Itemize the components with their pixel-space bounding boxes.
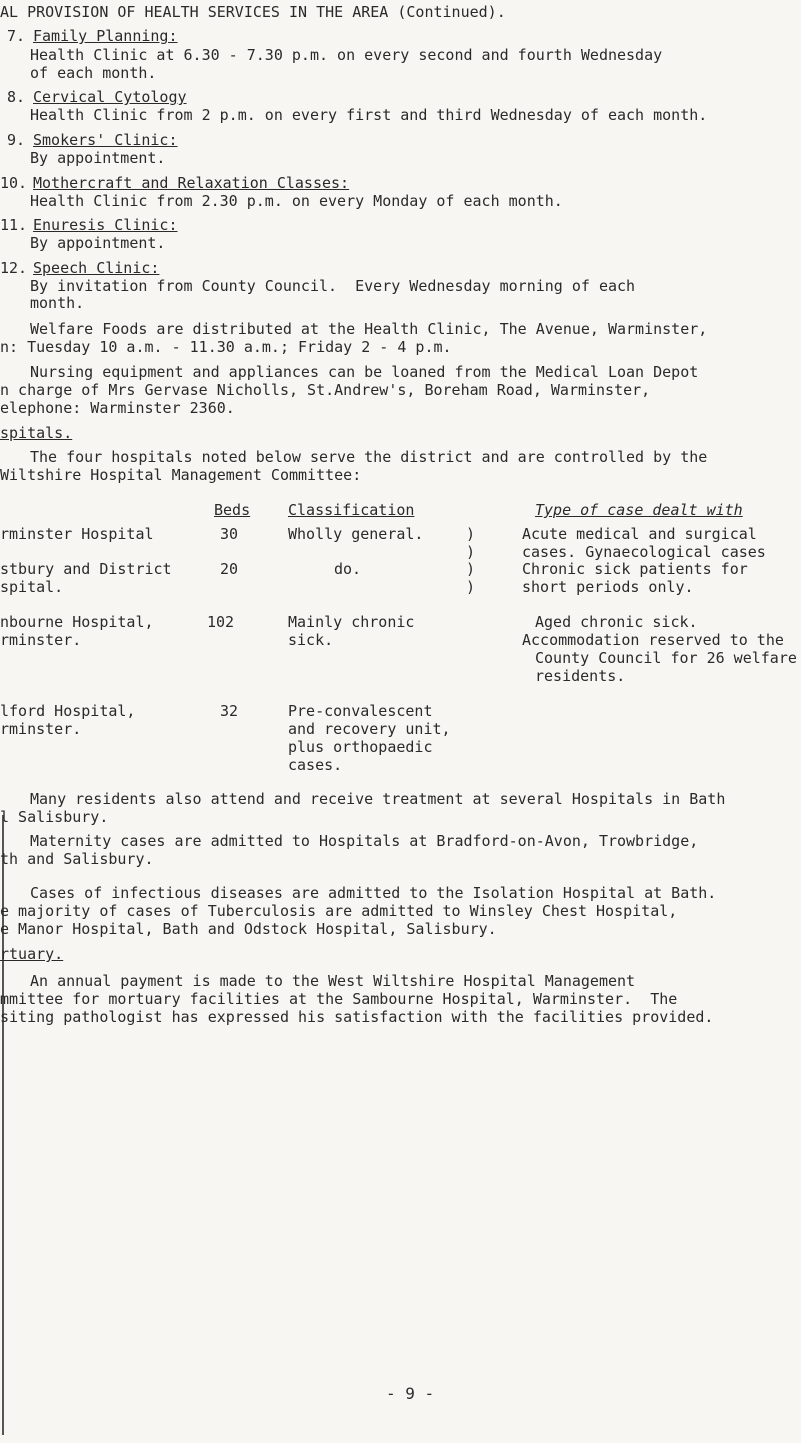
page-header: AL PROVISION OF HEALTH SERVICES IN THE AREA (Continued). bbox=[0, 3, 506, 21]
hospital-classification: Mainly chronic bbox=[288, 613, 415, 631]
col-header-classification: Classification bbox=[288, 501, 415, 519]
nursing-line: elephone: Warminster 2360. bbox=[0, 399, 235, 417]
hospital-classification: and recovery unit, bbox=[288, 720, 451, 738]
mortuary-paragraph-line: An annual payment is made to the West Wiltshire Hospital Management bbox=[30, 972, 636, 990]
item-12-title: Speech Clinic: bbox=[33, 259, 160, 277]
mortuary-paragraph-line: siting pathologist has expressed his satisfaction with the facilities provided. bbox=[0, 1008, 714, 1026]
hospital-classification: cases. bbox=[288, 756, 343, 774]
hospital-beds: 32 bbox=[220, 702, 239, 720]
item-7-number: 7. bbox=[7, 27, 26, 45]
hospital-name: stbury and District bbox=[0, 560, 172, 578]
item-8-line: Health Clinic from 2 p.m. on every first and third Wednesday of each month. bbox=[30, 106, 708, 124]
hospital-type-line: residents. bbox=[535, 667, 626, 685]
hospital-name: rminster. bbox=[0, 631, 82, 649]
hospital-beds: 20 bbox=[220, 560, 239, 578]
shared-type-line: short periods only. bbox=[522, 578, 694, 596]
bath-paragraph-line: l Salisbury. bbox=[0, 808, 109, 826]
page-number: - 9 - bbox=[386, 1384, 435, 1403]
item-12-number: 12. bbox=[0, 259, 28, 277]
infectious-paragraph-line: Cases of infectious diseases are admitted to the Isolation Hospital at Bath. bbox=[30, 884, 717, 902]
hospital-classification: Wholly general. bbox=[288, 525, 424, 543]
bracket-glyph: ) bbox=[466, 578, 476, 596]
mortuary-heading: rtuary. bbox=[0, 945, 64, 963]
hospitals-intro: Wiltshire Hospital Management Committee: bbox=[0, 466, 362, 484]
hospital-name: rminster Hospital bbox=[0, 525, 154, 543]
hospitals-heading: spitals. bbox=[0, 424, 73, 442]
infectious-paragraph-line: e Manor Hospital, Bath and Odstock Hospital, Salisbury. bbox=[0, 920, 497, 938]
hospital-type-line: County Council for 26 welfare bbox=[535, 649, 797, 667]
item-11-title: Enuresis Clinic: bbox=[33, 216, 178, 234]
item-12-line: month. bbox=[30, 294, 85, 312]
hospital-beds: 102 bbox=[207, 613, 235, 631]
item-8-title: Cervical Cytology bbox=[33, 88, 187, 106]
infectious-paragraph-line: e majority of cases of Tuberculosis are admitted to Winsley Chest Hospital, bbox=[0, 902, 678, 920]
item-9-number: 9. bbox=[7, 131, 26, 149]
maternity-paragraph-line: Maternity cases are admitted to Hospitals at Bradford-on-Avon, Trowbridge, bbox=[30, 832, 699, 850]
bracket-glyph: ) bbox=[466, 560, 476, 578]
item-12-line: By invitation from County Council. Every Wednesday morning of each bbox=[30, 277, 636, 295]
shared-type-line: cases. Gynaecological cases bbox=[522, 543, 766, 561]
shared-type-line: Chronic sick patients for bbox=[522, 560, 748, 578]
bath-paragraph-line: Many residents also attend and receive treatment at several Hospitals in Bath bbox=[30, 790, 726, 808]
hospital-name: lford Hospital, bbox=[0, 702, 136, 720]
hospital-classification: sick. bbox=[288, 631, 334, 649]
welfare-line: n: Tuesday 10 a.m. - 11.30 a.m.; Friday 2 - 4 p.m. bbox=[0, 338, 452, 356]
item-11-number: 11. bbox=[0, 216, 28, 234]
item-7-line: Health Clinic at 6.30 - 7.30 p.m. on every second and fourth Wednesday bbox=[30, 46, 663, 64]
item-9-title: Smokers' Clinic: bbox=[33, 131, 178, 149]
hospital-classification: do. bbox=[334, 560, 362, 578]
nursing-line: n charge of Mrs Gervase Nicholls, St.Andrew's, Boreham Road, Warminster, bbox=[0, 381, 651, 399]
item-7-title: Family Planning: bbox=[33, 27, 178, 45]
hospital-classification: plus orthopaedic bbox=[288, 738, 433, 756]
bracket-glyph: ) bbox=[466, 543, 476, 561]
shared-type-line: Acute medical and surgical bbox=[522, 525, 757, 543]
item-7-line: of each month. bbox=[30, 64, 157, 82]
col-header-type: Type of case dealt with bbox=[535, 501, 743, 519]
welfare-line: Welfare Foods are distributed at the Health Clinic, The Avenue, Warminster, bbox=[30, 320, 708, 338]
bracket-glyph: ) bbox=[466, 525, 476, 543]
hospital-type-line: Accommodation reserved to the bbox=[522, 631, 784, 649]
item-8-number: 8. bbox=[7, 88, 26, 106]
mortuary-paragraph-line: mmittee for mortuary facilities at the Sambourne Hospital, Warminster. The bbox=[0, 990, 678, 1008]
hospital-name: spital. bbox=[0, 578, 64, 596]
hospital-beds: 30 bbox=[220, 525, 239, 543]
hospital-name: nbourne Hospital, bbox=[0, 613, 154, 631]
item-10-title: Mothercraft and Relaxation Classes: bbox=[33, 174, 350, 192]
nursing-line: Nursing equipment and appliances can be loaned from the Medical Loan Depot bbox=[30, 363, 699, 381]
item-10-number: 10. bbox=[0, 174, 28, 192]
col-header-beds: Beds bbox=[214, 501, 251, 519]
item-11-line: By appointment. bbox=[30, 234, 166, 252]
item-9-line: By appointment. bbox=[30, 149, 166, 167]
hospital-classification: Pre-convalescent bbox=[288, 702, 433, 720]
item-10-line: Health Clinic from 2.30 p.m. on every Monday of each month. bbox=[30, 192, 563, 210]
hospital-name: rminster. bbox=[0, 720, 82, 738]
hospital-type-line: Aged chronic sick. bbox=[535, 613, 698, 631]
hospitals-intro: The four hospitals noted below serve the district and are controlled by the bbox=[30, 448, 708, 466]
maternity-paragraph-line: th and Salisbury. bbox=[0, 850, 154, 868]
